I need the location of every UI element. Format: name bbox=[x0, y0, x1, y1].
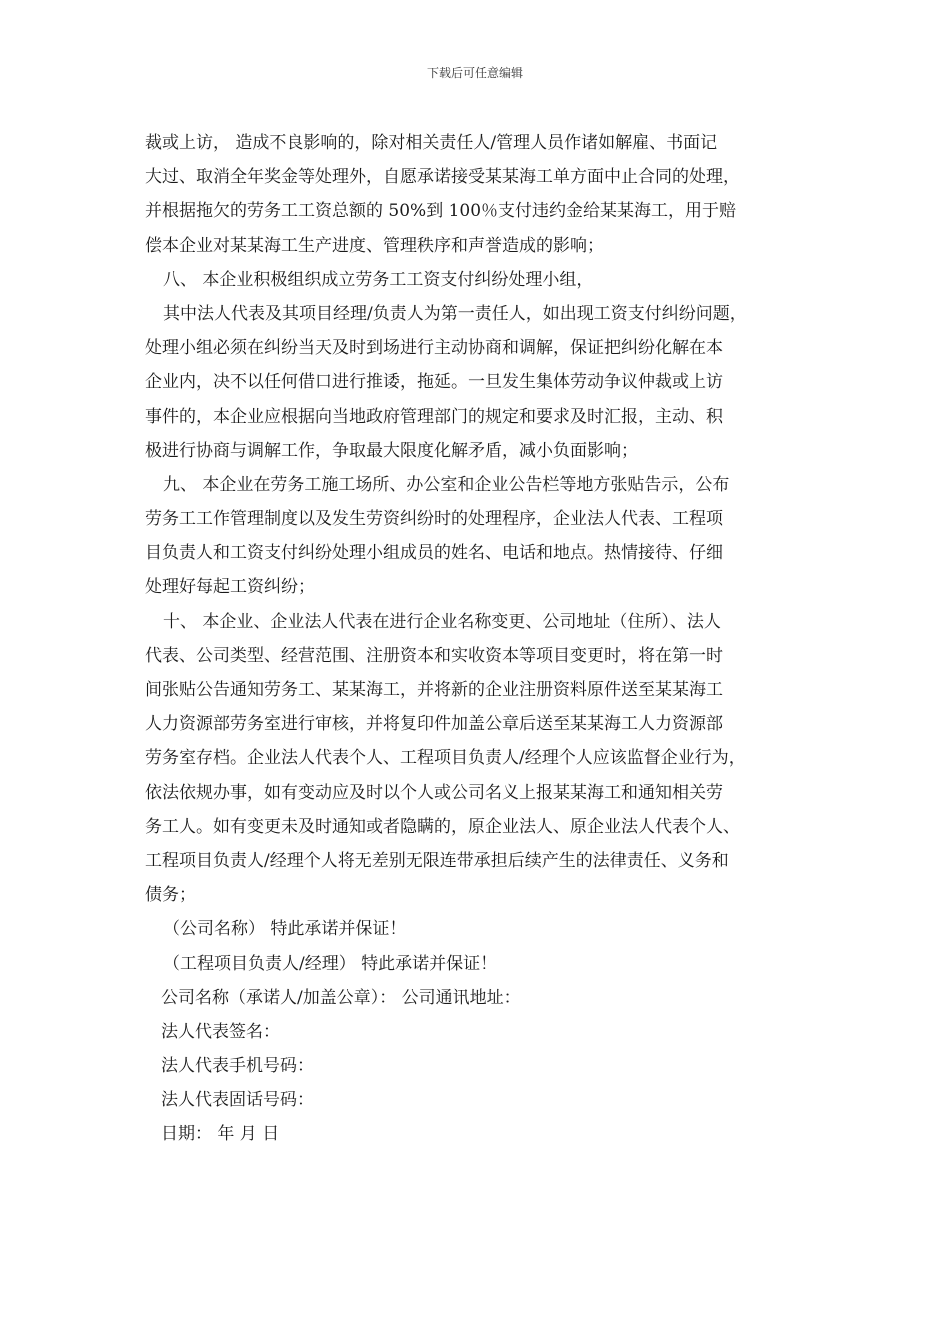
text-line: 务工人。如有变更未及时通知或者隐瞒的，原企业法人、原企业法人代表个人、 bbox=[145, 816, 740, 837]
manager-pledge-line: （工程项目负责人/经理） 特此承诺并保证！ bbox=[163, 953, 498, 974]
clause-ten-heading: 十、 本企业、企业法人代表在进行企业名称变更、公司地址（住所）、法人 bbox=[163, 611, 721, 632]
text-line: 极进行协商与调解工作，争取最大限度化解矛盾，减小负面影响； bbox=[145, 440, 638, 461]
legal-rep-landline-field: 法人代表固话号码： bbox=[161, 1090, 314, 1111]
text-line: 代表、公司类型、经营范围、注册资本和实收资本等项目变更时，将在第一时 bbox=[145, 645, 723, 666]
legal-rep-mobile-field: 法人代表手机号码： bbox=[161, 1056, 314, 1077]
text-line: 处理好每起工资纠纷； bbox=[145, 577, 315, 598]
text-line: 事件的，本企业应根据向当地政府管理部门的规定和要求及时汇报，主动、积 bbox=[145, 406, 723, 427]
text-line: 间张贴公告通知劳务工、某某海工，并将新的企业注册资料原件送至某某海工 bbox=[145, 680, 723, 700]
text-line: 工程项目负责人/经理个人将无差别无限连带承担后续产生的法律责任、义务和 bbox=[145, 850, 729, 871]
text-line: 劳务室存档。企业法人代表个人、工程项目负责人/经理个人应该监督企业行为， bbox=[145, 748, 746, 769]
text-line: 处理小组必须在纠纷当天及时到场进行主动协商和调解，保证把纠纷化解在本 bbox=[145, 338, 723, 359]
company-pledge-line: （公司名称） 特此承诺并保证！ bbox=[163, 919, 407, 940]
text-line: 目负责人和工资支付纠纷处理小组成员的姓名、电话和地点。热情接待、仔细 bbox=[145, 543, 723, 564]
text-line: 人力资源部劳务室进行审核，并将复印件加盖公章后送至某某海工人力资源部 bbox=[145, 714, 723, 735]
text-line: 依法依规办事，如有变动应及时以个人或公司名义上报某某海工和通知相关劳 bbox=[145, 782, 723, 803]
text-line: 偿本企业对某某海工生产进度、管理秩序和声誉造成的影响； bbox=[145, 235, 604, 256]
legal-rep-signature-field: 法人代表签名： bbox=[161, 1021, 280, 1042]
clause-nine-heading: 九、 本企业在劳务工施工场所、办公室和企业公告栏等地方张贴告示，公布 bbox=[163, 474, 730, 495]
company-name-field: 公司名称（承诺人/加盖公章）： 公司通讯地址： bbox=[161, 987, 521, 1008]
text-line: 企业内，决不以任何借口进行推诿，拖延。一旦发生集体劳动争议仲裁或上访 bbox=[145, 372, 723, 393]
text-line: 并根据拖欠的劳务工工资总额的 50%到 100％支付违约金给某某海工，用于赔 bbox=[145, 201, 737, 222]
text-line: 裁或上访， 造成不良影响的，除对相关责任人/管理人员作诸如解雇、书面记 bbox=[145, 133, 718, 153]
text-line: 其中法人代表及其项目经理/负责人为第一责任人，如出现工资支付纠纷问题， bbox=[163, 303, 747, 324]
clause-eight-heading: 八、 本企业积极组织成立劳务工工资支付纠纷处理小组， bbox=[163, 269, 594, 290]
date-field: 日期： 年 月 日 bbox=[161, 1124, 280, 1145]
page-header: 下载后可任意编辑 bbox=[426, 66, 523, 80]
document-body bbox=[145, 126, 835, 1152]
text-line: 大过、取消全年奖金等处理外，自愿承诺接受某某海工单方面中止合同的处理， bbox=[145, 167, 740, 188]
text-line: 债务； bbox=[145, 885, 196, 906]
text-line: 劳务工工作管理制度以及发生劳资纠纷时的处理程序，企业法人代表、工程项 bbox=[145, 509, 723, 530]
